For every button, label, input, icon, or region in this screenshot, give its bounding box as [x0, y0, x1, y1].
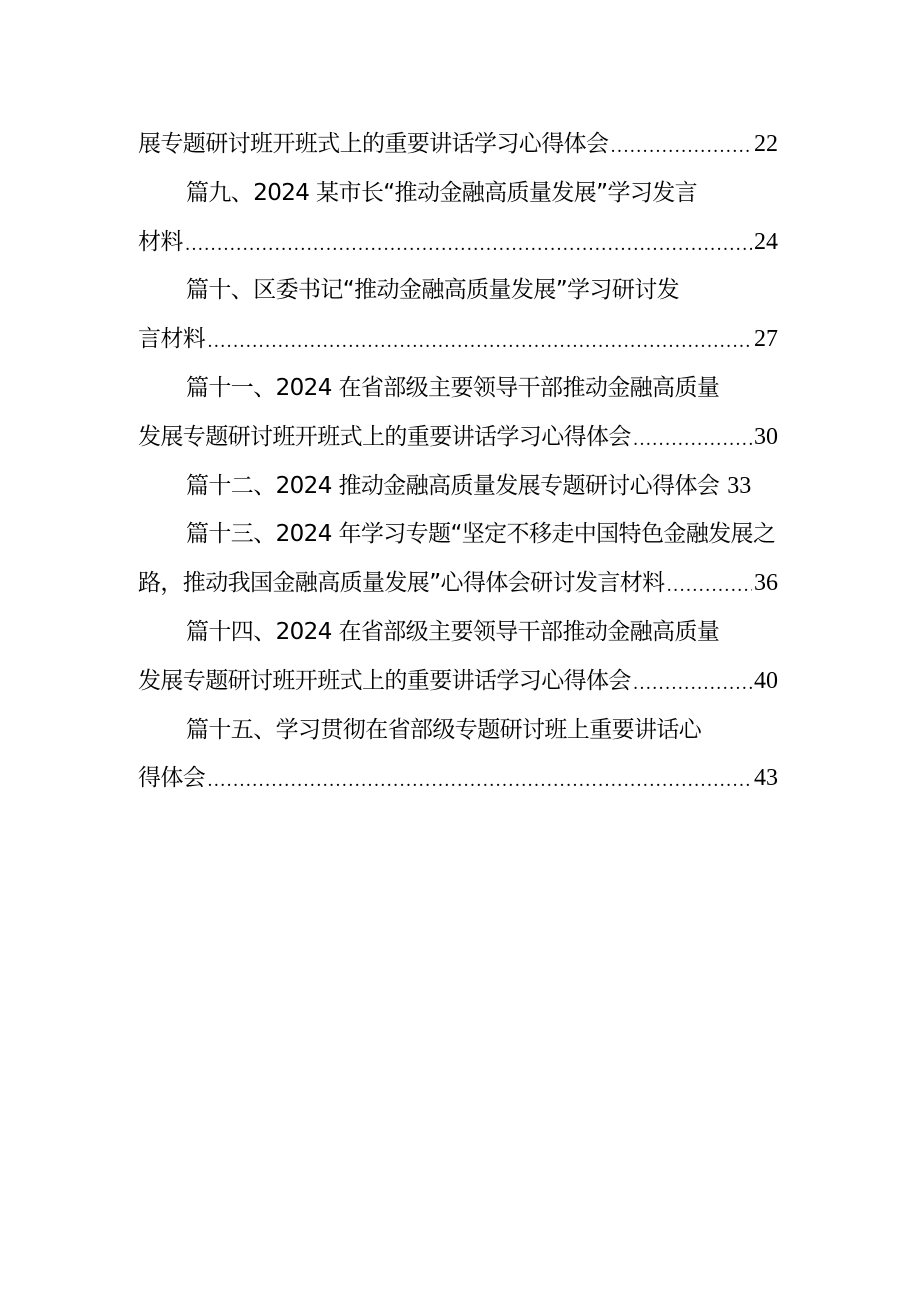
toc-line	[138, 608, 778, 657]
toc-page-number: 36	[754, 570, 778, 597]
toc-entry-text: 篇十五、学习贯彻在省部级专题研讨班上重要讲话心	[186, 716, 702, 743]
toc-page-number: 22	[754, 131, 778, 157]
toc-page-number: 27	[754, 326, 778, 353]
toc-line	[138, 266, 778, 315]
toc-leader-dots	[633, 660, 752, 709]
toc-line	[138, 510, 778, 559]
toc-entry-text: 材料	[138, 228, 183, 255]
toc-line	[138, 413, 778, 462]
toc-entry-text: 篇十一、2024 在省部级主要领导干部推动金融高质量	[186, 374, 720, 401]
toc-entry-text: 言材料	[138, 326, 206, 353]
toc-line	[138, 559, 778, 608]
toc-line	[138, 754, 778, 803]
toc-leader-dots	[667, 562, 752, 611]
toc-line	[138, 120, 778, 169]
toc-entry-text: 篇九、2024 某市长“推动金融高质量发展”学习发言	[186, 179, 698, 206]
toc-leader-dots	[207, 318, 752, 367]
toc-page-number: 30	[754, 423, 778, 450]
toc-leader-dots	[185, 221, 752, 270]
toc-line	[138, 169, 778, 218]
toc-entry-text: 篇十三、2024 年学习专题“坚定不移走中国特色金融发展之	[186, 521, 776, 548]
toc-line	[138, 706, 778, 755]
toc-page-number: 33	[727, 472, 752, 499]
toc-entry-text: 发展专题研讨班开班式上的重要讲话学习心得体会	[138, 423, 631, 450]
toc-leader-dots	[610, 123, 752, 172]
toc-entry-text: 篇十二、2024 推动金融高质量发展专题研讨心得体会	[186, 472, 720, 499]
table-of-contents	[138, 120, 778, 803]
toc-line	[138, 364, 778, 413]
toc-line	[138, 462, 778, 511]
toc-entry-text: 篇十四、2024 在省部级主要领导干部推动金融高质量	[186, 618, 720, 645]
toc-entry-text: 展专题研讨班开班式上的重要讲话学习心得体会	[138, 131, 609, 157]
toc-line	[138, 315, 778, 364]
toc-entry-text: 路，推动我国金融高质量发展”心得体会研讨发言材料	[138, 570, 665, 597]
toc-page-number: 40	[754, 667, 778, 694]
toc-entry-text: 发展专题研讨班开班式上的重要讲话学习心得体会	[138, 667, 631, 694]
toc-line	[138, 657, 778, 706]
toc-entry-text: 得体会	[138, 765, 206, 792]
toc-leader-dots	[207, 757, 752, 806]
toc-page-number: 43	[754, 765, 778, 792]
toc-line	[138, 218, 778, 267]
toc-leader-dots	[633, 416, 752, 465]
toc-entry-text: 篇十、区委书记“推动金融高质量发展”学习研讨发	[186, 277, 680, 304]
toc-page-number: 24	[754, 228, 778, 255]
